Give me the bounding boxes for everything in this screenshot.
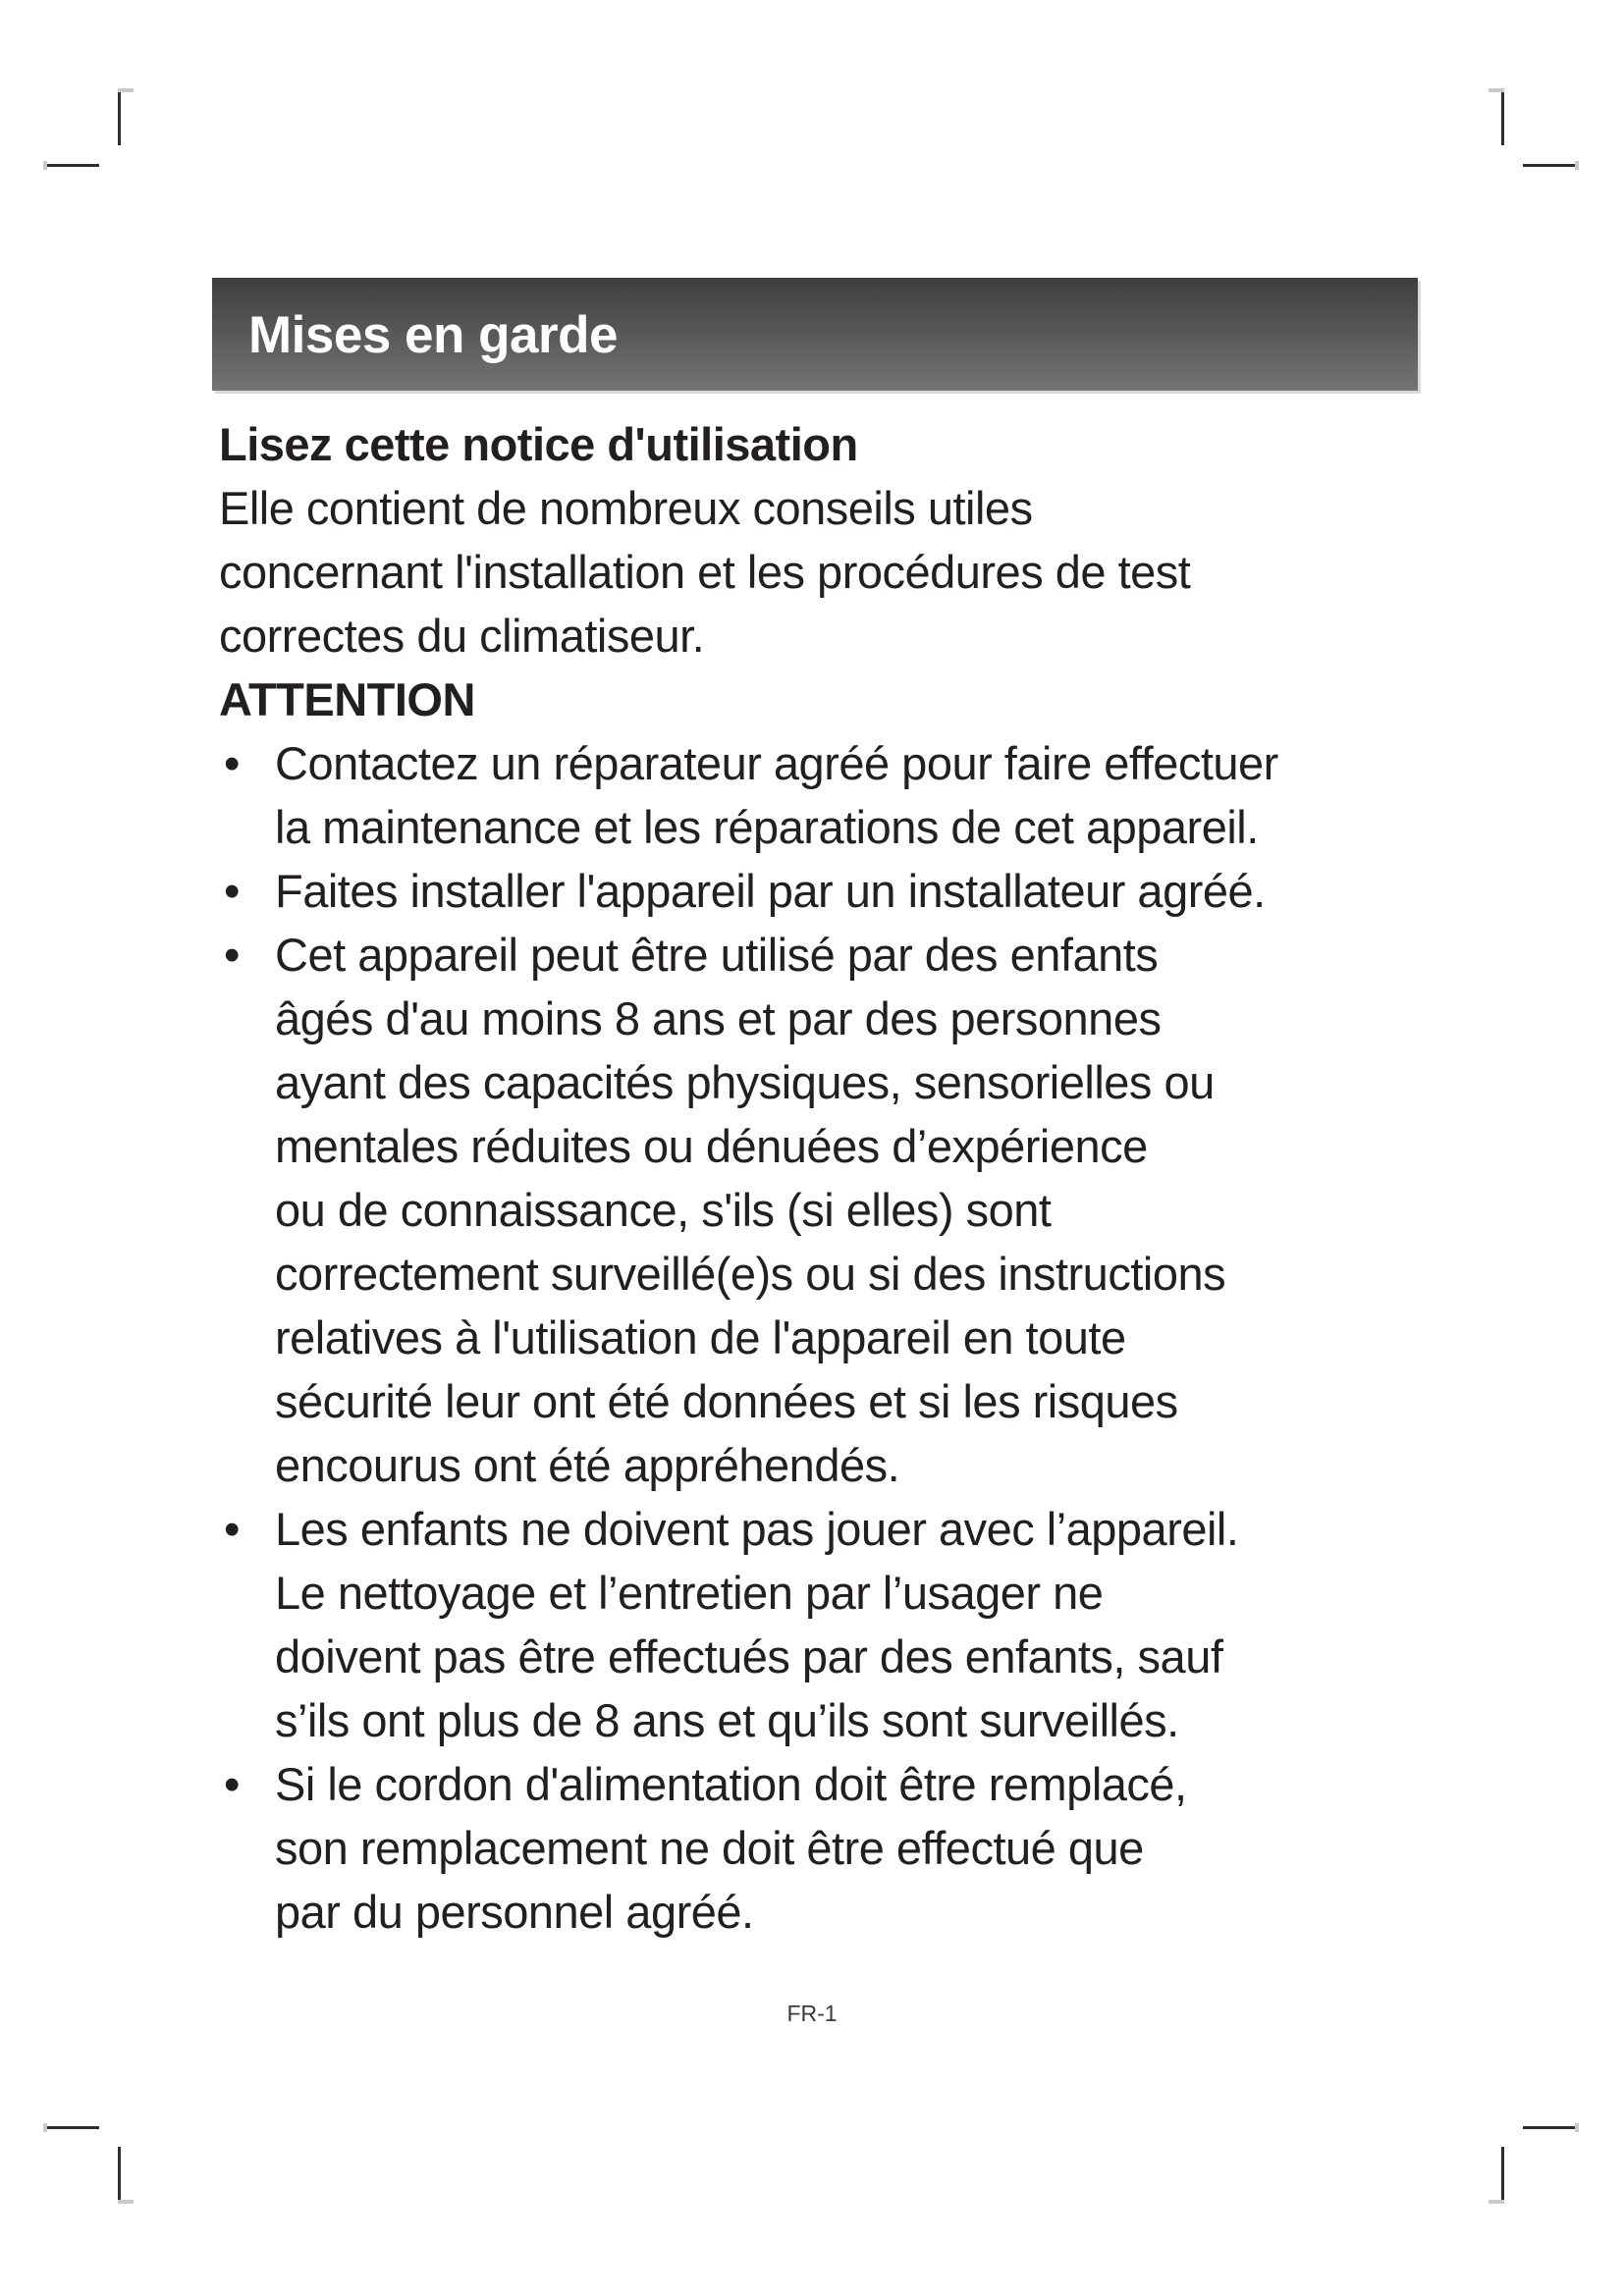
crop-mark-top-left-horizontal	[47, 164, 99, 167]
crop-mark-top-right-horizontal	[1523, 164, 1575, 167]
crop-mark-cap	[118, 88, 134, 92]
text-line: Contactez un réparateur agréé pour faire effectuer	[275, 737, 1278, 789]
text-line: relatives à l'utilisation de l'appareil en toute	[275, 1311, 1126, 1363]
section-title: Mises en garde	[248, 306, 618, 364]
warning-item-text	[275, 1752, 1476, 1944]
text-line: Si le cordon d'alimentation doit être remplacé,	[275, 1758, 1187, 1810]
text-line: ou de connaissance, s'ils (si elles) sont	[275, 1184, 1052, 1236]
crop-mark-cap	[1489, 88, 1504, 92]
warning-list-item	[219, 859, 1476, 923]
warning-list-item	[219, 731, 1476, 859]
bullet-marker: •	[224, 737, 240, 789]
intro-line: Elle contient de nombreux conseils utiles	[219, 482, 1033, 534]
crop-mark-cap	[43, 161, 47, 170]
warning-item-text	[275, 923, 1476, 1497]
crop-mark-cap	[1489, 2200, 1504, 2204]
intro-line: correctes du climatiseur.	[219, 610, 705, 662]
warning-item-text	[275, 731, 1476, 859]
text-line: âgés d'au moins 8 ans et par des personnes	[275, 992, 1162, 1044]
text-line: encourus ont été appréhendés.	[275, 1439, 900, 1491]
bullet-marker: •	[224, 1503, 240, 1555]
crop-mark-top-right-vertical	[1501, 92, 1504, 145]
text-line: Cet appareil peut être utilisé par des enfants	[275, 929, 1159, 981]
warning-list-item	[219, 923, 1476, 1497]
warning-item-text	[275, 1497, 1476, 1752]
text-line: sécurité leur ont été données et si les risques	[275, 1375, 1178, 1427]
crop-mark-cap	[1575, 2123, 1579, 2132]
attention-heading: ATTENTION	[219, 673, 475, 725]
text-line: s’ils ont plus de 8 ans et qu’ils sont surveillés.	[275, 1694, 1179, 1746]
section-header-bar	[212, 278, 1418, 391]
text-line: doivent pas être effectués par des enfants, sauf	[275, 1630, 1223, 1682]
crop-mark-bottom-left-vertical	[118, 2147, 121, 2200]
text-line: mentales réduites ou dénuées d’expérience	[275, 1120, 1148, 1172]
page-number: FR-1	[786, 2001, 838, 2026]
text-line: correctement surveillé(e)s ou si des instructions	[275, 1248, 1226, 1300]
crop-mark-top-left-vertical	[118, 92, 121, 145]
text-line: Faites installer l'appareil par un installateur agréé.	[275, 865, 1266, 917]
text-line: ayant des capacités physiques, sensorielles ou	[275, 1056, 1215, 1108]
warning-item-text	[275, 859, 1476, 923]
warning-list-item	[219, 1497, 1476, 1752]
text-line: par du personnel agréé.	[275, 1886, 754, 1938]
crop-mark-bottom-right-horizontal	[1523, 2126, 1575, 2129]
text-line: Le nettoyage et l’entretien par l’usager ne	[275, 1567, 1104, 1619]
crop-mark-bottom-right-vertical	[1501, 2147, 1504, 2200]
bullet-marker: •	[224, 865, 240, 917]
warning-list-item	[219, 1752, 1476, 1944]
intro-line: concernant l'installation et les procédures de test	[219, 546, 1191, 598]
crop-mark-cap	[1575, 161, 1579, 170]
text-line: son remplacement ne doit être effectué que	[275, 1822, 1144, 1874]
bullet-marker: •	[224, 929, 240, 981]
crop-mark-cap	[118, 2200, 134, 2204]
crop-mark-bottom-left-horizontal	[47, 2126, 99, 2129]
text-line: la maintenance et les réparations de cet appareil.	[275, 801, 1259, 853]
text-line: Les enfants ne doivent pas jouer avec l’appareil.	[275, 1503, 1239, 1555]
crop-mark-cap	[43, 2123, 47, 2132]
body-text	[219, 412, 1476, 1944]
intro-heading: Lisez cette notice d'utilisation	[219, 418, 858, 470]
bullet-marker: •	[224, 1758, 240, 1810]
